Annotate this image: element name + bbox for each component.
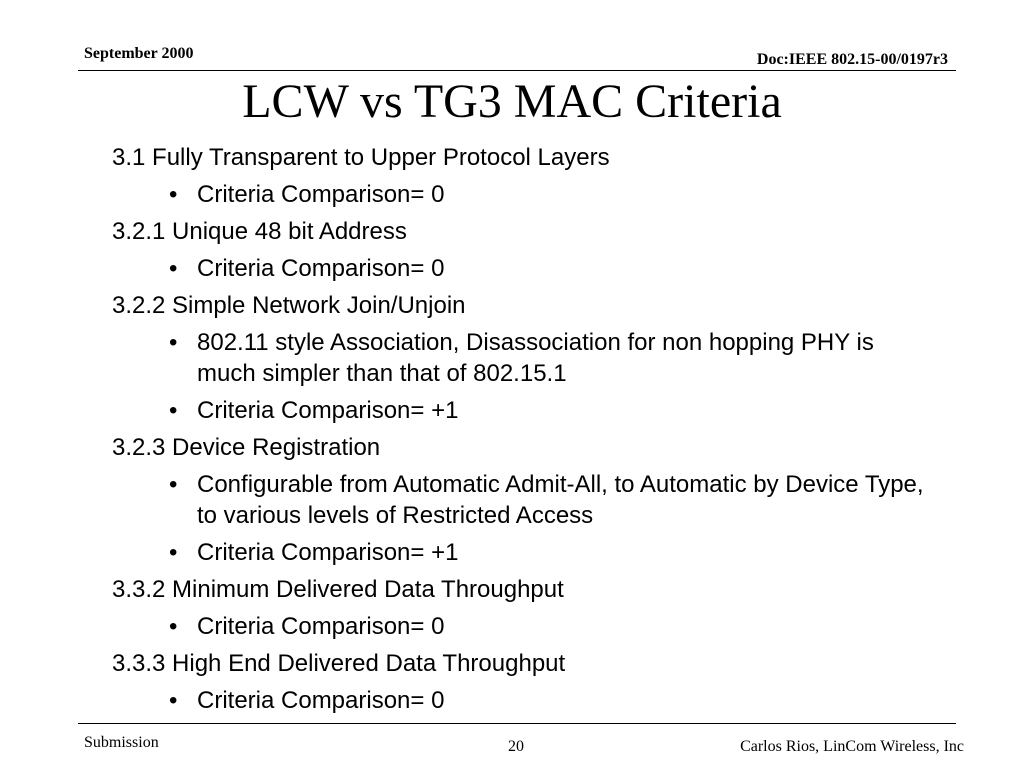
- bullet-text: Criteria Comparison= +1: [197, 397, 459, 424]
- slide-title: LCW vs TG3 MAC Criteria: [242, 75, 782, 128]
- criteria-bullet: [112, 683, 932, 720]
- footer-divider: [78, 723, 956, 724]
- bullet-text: Criteria Comparison= 0: [197, 613, 445, 640]
- bullet-text: Criteria Comparison= 0: [197, 687, 445, 714]
- bullet-icon: •: [169, 613, 178, 640]
- bullet-text: Criteria Comparison= +1: [197, 539, 459, 566]
- criteria-bullet: [112, 393, 932, 430]
- header-date: September 2000: [84, 45, 194, 62]
- bullet-icon: •: [169, 397, 178, 424]
- bullet-icon: •: [169, 181, 178, 208]
- bullet-icon: •: [169, 255, 178, 282]
- bullet-icon: •: [169, 539, 178, 566]
- bullet-icon: •: [169, 687, 178, 714]
- bullet-icon: •: [169, 329, 178, 356]
- criteria-bullet: [112, 535, 932, 572]
- criteria-heading: 3.3.2 Minimum Delivered Data Throughput: [112, 576, 564, 603]
- criteria-outline: [112, 140, 932, 720]
- bullet-text: Configurable from Automatic Admit-All, to Automatic by Device Type, to various levels of Restricted Access: [197, 471, 924, 529]
- header-divider: [78, 70, 956, 71]
- footer-author: Carlos Rios, LinCom Wireless, Inc: [740, 738, 964, 755]
- criteria-bullet: [112, 467, 932, 535]
- criteria-heading: 3.2.2 Simple Network Join/Unjoin: [112, 292, 466, 319]
- criteria-bullet: [112, 177, 932, 214]
- criteria-bullet: [112, 609, 932, 646]
- page-number: 20: [508, 738, 524, 755]
- bullet-text: Criteria Comparison= 0: [197, 181, 445, 208]
- criteria-heading: 3.1 Fully Transparent to Upper Protocol Layers: [112, 144, 610, 171]
- header-doc-id: Doc:IEEE 802.15-00/0197r3: [756, 51, 948, 68]
- bullet-text: 802.11 style Association, Disassociation for non hopping PHY is much simpler than that of 802.15.1: [197, 329, 874, 387]
- footer-submission: Submission: [84, 734, 159, 751]
- bullet-icon: •: [169, 471, 178, 498]
- criteria-heading: 3.2.1 Unique 48 bit Address: [112, 218, 407, 245]
- criteria-bullet: [112, 325, 932, 393]
- criteria-bullet: [112, 251, 932, 288]
- criteria-heading: 3.2.3 Device Registration: [112, 434, 381, 461]
- bullet-text: Criteria Comparison= 0: [197, 255, 445, 282]
- criteria-heading: 3.3.3 High End Delivered Data Throughput: [112, 650, 566, 677]
